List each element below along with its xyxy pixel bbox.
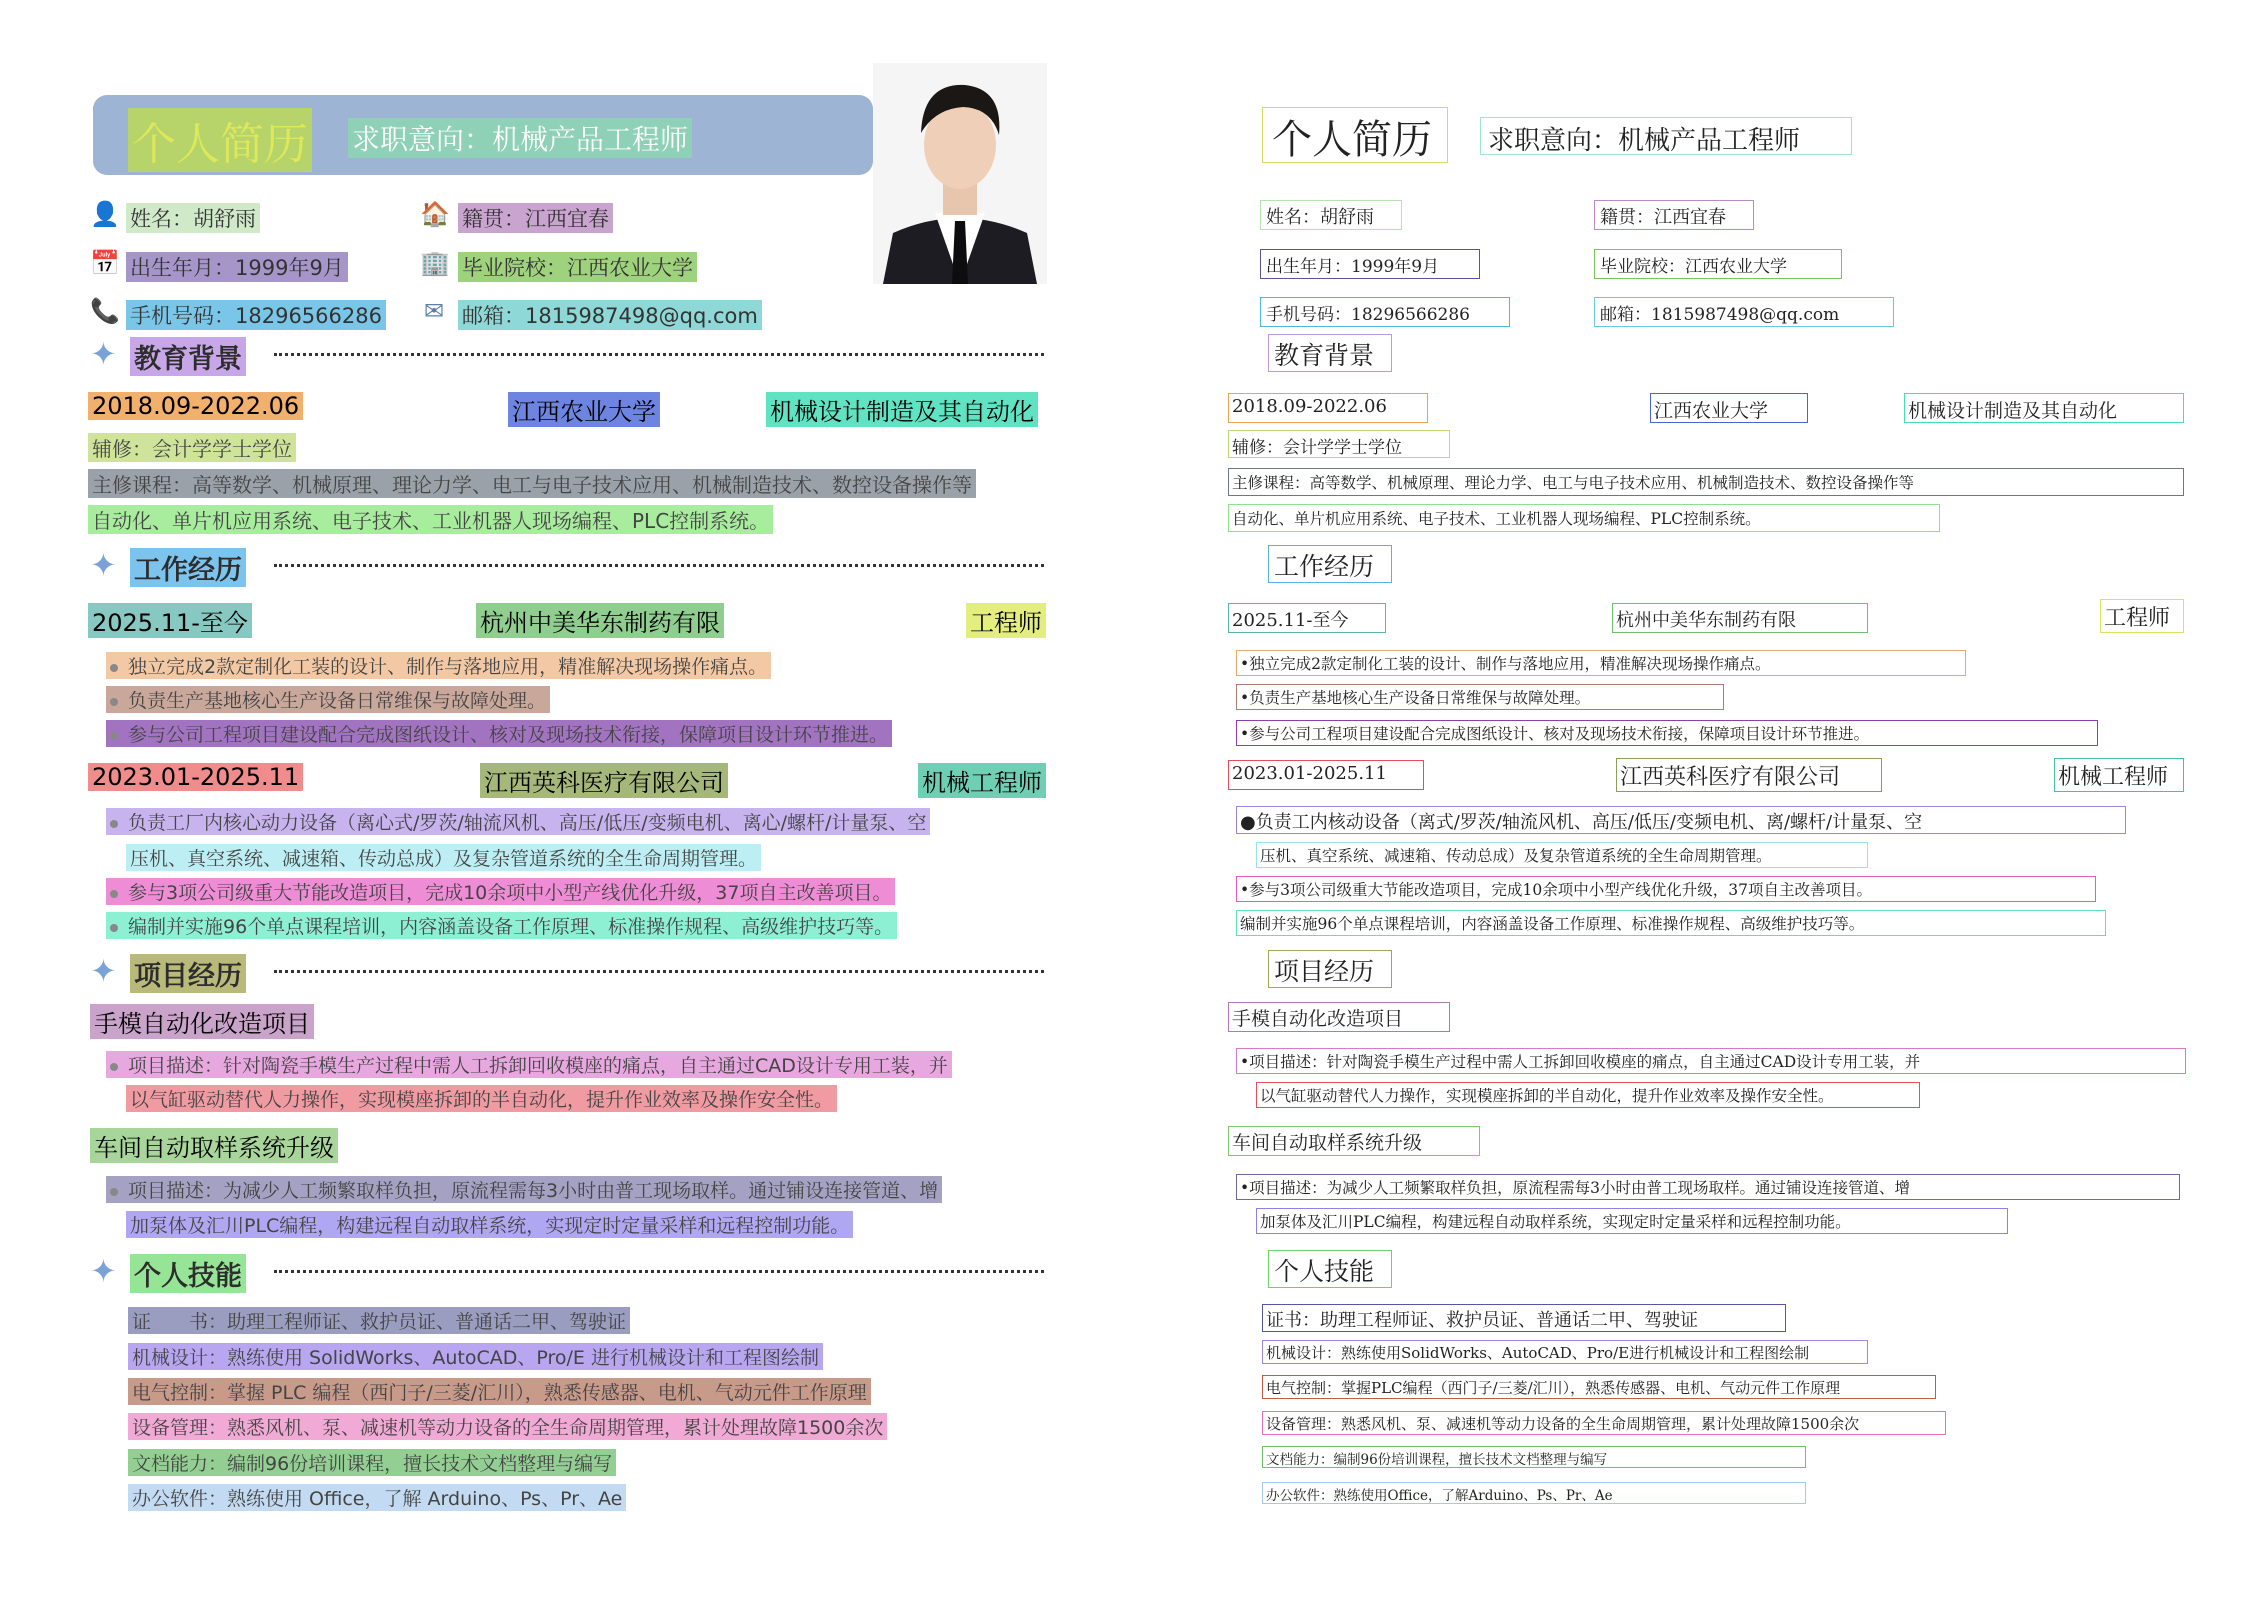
- calendar-icon: 📅: [90, 249, 120, 277]
- star-icon: ✦: [90, 546, 117, 584]
- work2-date: 2023.01-2025.11: [88, 763, 303, 791]
- parsed-intent: 求职意向：机械产品工程师: [1488, 126, 1801, 156]
- parsed-edu-date: 2018.09-2022.06: [1232, 396, 1387, 417]
- work2-company: 江西英科医疗有限公司: [480, 763, 728, 798]
- building-icon: 🏢: [420, 249, 450, 277]
- parsed-section-project: 项目经历: [1274, 957, 1375, 986]
- info-name: 姓名：胡舒雨: [126, 203, 260, 233]
- parsed-proj1-d2: 以气缸驱动替代人力操作，实现模座拆卸的半自动化，提升作业效率及操作安全性。: [1260, 1087, 1834, 1105]
- star-icon: ✦: [90, 952, 117, 990]
- parsed-phone: 手机号码：18296566286: [1266, 305, 1470, 325]
- section-skills: 个人技能: [130, 1254, 246, 1293]
- info-phone: 手机号码：18296566286: [126, 300, 386, 330]
- work1-bullet: 参与公司工程项目建设配合完成图纸设计、核对及现场技术衔接，保障项目设计环节推进。: [106, 720, 892, 747]
- parsed-hometown: 籍贯：江西宜春: [1600, 207, 1726, 228]
- person-icon: 👤: [90, 200, 120, 228]
- section-work: 工作经历: [130, 548, 246, 587]
- project2-desc: 项目描述：为减少人工频繁取样负担，原流程需每3小时由普工现场取样。通过铺设连接管道、增: [106, 1176, 942, 1203]
- parsed-work2-b1b: 压机、真空系统、减速箱、传动总成）及复杂管道系统的全生命周期管理。: [1260, 847, 1772, 865]
- skill-item: 机械设计：熟练使用 SolidWorks、AutoCAD、Pro/E 进行机械设计和工程图绘制: [128, 1343, 823, 1370]
- parsed-school: 毕业院校：江西农业大学: [1600, 257, 1787, 277]
- mail-icon: ✉: [423, 297, 445, 325]
- education-date: 2018.09-2022.06: [88, 392, 303, 420]
- parsed-birth: 出生年月：1999年9月: [1266, 257, 1440, 277]
- parsed-minor: 辅修：会计学学士学位: [1232, 438, 1402, 458]
- parsed-proj1-d1: •项目描述：针对陶瓷手模生产过程中需人工拆卸回收模座的痛点，自主通过CAD设计专用工装，并: [1240, 1053, 1921, 1071]
- home-icon: 🏠: [420, 200, 450, 228]
- work2-bullet: 负责工厂内核心动力设备（离心式/罗茨/轴流风机、高压/低压/变频电机、离心/螺杆/计量泵、空: [106, 808, 930, 835]
- parsed-work2-b2: •参与3项公司级重大节能改造项目，完成10余项中小型产线优化升级，37项自主改善项目。: [1240, 881, 1872, 899]
- parsed-proj2-d2: 加泵体及汇川PLC编程，构建远程自动取样系统，实现定时定量采样和远程控制功能。: [1260, 1213, 1851, 1231]
- education-courses-line1: 主修课程：高等数学、机械原理、理论力学、电工与电子技术应用、机械制造技术、数控设备操作等: [88, 469, 976, 498]
- parsed-edu-school: 江西农业大学: [1654, 400, 1769, 422]
- parsed-work1-date: 2025.11-至今: [1232, 610, 1349, 631]
- parsed-section-work: 工作经历: [1274, 552, 1375, 581]
- work1-date: 2025.11-至今: [88, 603, 252, 638]
- parsed-work1-company: 杭州中美华东制药有限: [1616, 610, 1796, 631]
- parsed-work2-company: 江西英科医疗有限公司: [1620, 765, 1841, 790]
- parsed-text-panel: [1132, 0, 2264, 1600]
- work1-company: 杭州中美华东制药有限: [476, 603, 724, 638]
- parsed-title: 个人简历: [1272, 117, 1432, 163]
- section-divider: [274, 970, 1044, 973]
- info-school: 毕业院校：江西农业大学: [458, 252, 697, 282]
- parsed-work1-b1: •独立完成2款定制化工装的设计、制作与落地应用，精准解决现场操作痛点。: [1240, 655, 1771, 673]
- parsed-section-skills: 个人技能: [1274, 1257, 1375, 1286]
- skill-item: 证 书：助理工程师证、救护员证、普通话二甲、驾驶证: [128, 1307, 630, 1334]
- parsed-proj2-d1: •项目描述：为减少人工频繁取样负担，原流程需每3小时由普工现场取样。通过铺设连接管道、增: [1240, 1179, 1911, 1197]
- star-icon: ✦: [90, 1252, 117, 1290]
- parsed-skill-5: 文档能力：编制96份培训课程，擅长技术文档整理与编写: [1266, 1452, 1608, 1468]
- parsed-skill-4: 设备管理：熟悉风机、泵、减速机等动力设备的全生命周期管理，累计处理故障1500余次: [1266, 1415, 1860, 1433]
- parsed-work1-b2: •负责生产基地核心生产设备日常维保与故障处理。: [1240, 689, 1591, 707]
- skill-item: 电气控制：掌握 PLC 编程（西门子/三菱/汇川），熟悉传感器、电机、气动元件工作原理: [128, 1378, 871, 1405]
- info-email: 邮箱：1815987498@qq.com: [458, 300, 762, 330]
- project2-name: 车间自动取样系统升级: [90, 1128, 338, 1163]
- profile-photo: [873, 63, 1047, 284]
- parsed-work2-b1: ●负责工内核动设备（离式/罗茨/轴流风机、高压/低压/变频电机、离/螺杆/计量泵、空: [1240, 812, 1923, 833]
- parsed-work2-role: 机械工程师: [2058, 765, 2169, 790]
- phone-icon: 📞: [90, 297, 120, 325]
- project1-desc: 项目描述：针对陶瓷手模生产过程中需人工拆卸回收模座的痛点，自主通过CAD设计专用工装，并: [106, 1051, 952, 1078]
- parsed-name: 姓名：胡舒雨: [1266, 207, 1374, 228]
- work2-bullet: 编制并实施96个单点课程培训，内容涵盖设备工作原理、标准操作规程、高级维护技巧等。: [106, 912, 897, 939]
- parsed-skill-3: 电气控制：掌握PLC编程（西门子/三菱/汇川），熟悉传感器、电机、气动元件工作原理: [1266, 1379, 1841, 1397]
- parsed-email: 邮箱：1815987498@qq.com: [1600, 305, 1840, 325]
- skill-item: 文档能力：编制96份培训课程，擅长技术文档整理与编写: [128, 1449, 616, 1476]
- section-education: 教育背景: [130, 337, 246, 376]
- project1-desc-cont: 以气缸驱动替代人力操作，实现模座拆卸的半自动化，提升作业效率及操作安全性。: [126, 1085, 837, 1112]
- work1-role: 工程师: [966, 603, 1046, 638]
- work2-role: 机械工程师: [918, 763, 1046, 798]
- education-school: 江西农业大学: [508, 392, 660, 427]
- education-minor: 辅修：会计学学士学位: [88, 433, 296, 462]
- parsed-work2-date: 2023.01-2025.11: [1232, 763, 1387, 784]
- work1-bullet: 独立完成2款定制化工装的设计、制作与落地应用，精准解决现场操作痛点。: [106, 652, 771, 679]
- parsed-courses-2: 自动化、单片机应用系统、电子技术、工业机器人现场编程、PLC控制系统。: [1232, 510, 1761, 528]
- section-divider: [274, 1270, 1044, 1273]
- project1-name: 手模自动化改造项目: [90, 1004, 314, 1039]
- info-hometown: 籍贯：江西宜春: [458, 203, 613, 233]
- parsed-work1-role: 工程师: [2104, 606, 2171, 631]
- parsed-work2-b3: 编制并实施96个单点课程培训，内容涵盖设备工作原理、标准操作规程、高级维护技巧等。: [1240, 915, 1865, 933]
- parsed-courses-1: 主修课程：高等数学、机械原理、理论力学、电工与电子技术应用、机械制造技术、数控设备操作等: [1232, 474, 1915, 492]
- parsed-proj1-name: 手模自动化改造项目: [1232, 1008, 1404, 1030]
- section-project: 项目经历: [130, 954, 246, 993]
- resume-title: 个人简历: [128, 108, 312, 172]
- parsed-proj2-name: 车间自动取样系统升级: [1232, 1132, 1423, 1154]
- work2-bullet-cont: 压机、真空系统、减速箱、传动总成）及复杂管道系统的全生命周期管理。: [126, 844, 761, 871]
- section-divider: [274, 353, 1044, 356]
- section-divider: [274, 564, 1044, 567]
- parsed-section-education: 教育背景: [1274, 341, 1375, 370]
- education-courses-line2: 自动化、单片机应用系统、电子技术、工业机器人现场编程、PLC控制系统。: [88, 505, 773, 534]
- work2-bullet: 参与3项公司级重大节能改造项目，完成10余项中小型产线优化升级，37项自主改善项目。: [106, 878, 895, 905]
- skill-item: 设备管理：熟悉风机、泵、减速机等动力设备的全生命周期管理，累计处理故障1500余次: [128, 1413, 887, 1440]
- parsed-skill-1: 证书：助理工程师证、救护员证、普通话二甲、驾驶证: [1266, 1310, 1698, 1331]
- education-major: 机械设计制造及其自动化: [766, 392, 1038, 427]
- parsed-work1-b3: •参与公司工程项目建设配合完成图纸设计、核对及现场技术衔接，保障项目设计环节推进。: [1240, 725, 1870, 743]
- project2-desc-cont: 加泵体及汇川PLC编程，构建远程自动取样系统，实现定时定量采样和远程控制功能。: [126, 1211, 853, 1238]
- parsed-skill-6: 办公软件：熟练使用Office，了解Arduino、Ps、Pr、Ae: [1266, 1488, 1613, 1504]
- work1-bullet: 负责生产基地核心生产设备日常维保与故障处理。: [106, 686, 550, 713]
- skill-item: 办公软件：熟练使用 Office，了解 Arduino、Ps、Pr、Ae: [128, 1484, 626, 1511]
- parsed-skill-2: 机械设计：熟练使用SolidWorks、AutoCAD、Pro/E进行机械设计和工程图绘制: [1266, 1344, 1810, 1362]
- star-icon: ✦: [90, 335, 117, 373]
- job-intent: 求职意向：机械产品工程师: [348, 118, 692, 158]
- info-birth: 出生年月：1999年9月: [126, 252, 348, 282]
- parsed-edu-major: 机械设计制造及其自动化: [1908, 400, 2118, 422]
